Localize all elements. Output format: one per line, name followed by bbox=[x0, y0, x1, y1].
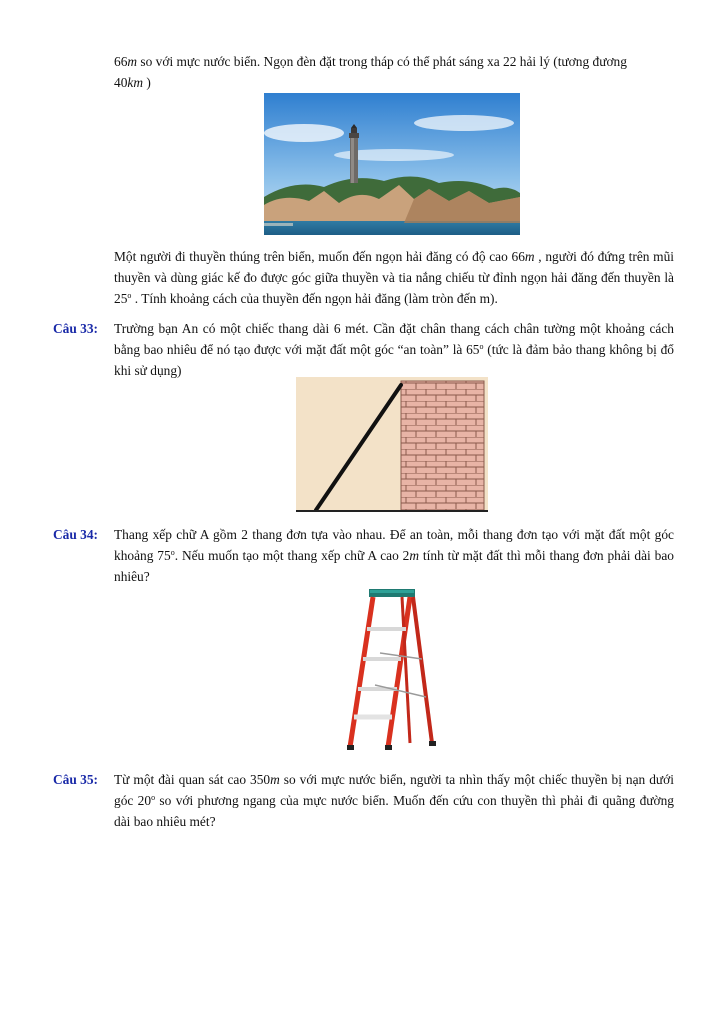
question-35-label: Câu 35: bbox=[53, 772, 99, 787]
lighthouse-question: Một người đi thuyền thúng trên biển, muốn đến ngọn hải đăng có độ cao 66m , người đó đứng trên mũi thuyền và dùng giác kế đo được góc giữa thuyền và tia nắng chiếu từ đỉnh ngọn hải đăng đến thuyền là 25$^o$ . Tính khoảng cách của thuyền đến ngọn hải đăng (làm tròn đến m). bbox=[114, 249, 674, 306]
intro-paragraph: 66m so với mực nước biển. Ngọn đèn đặt trong tháp có thể phát sáng xa 22 hải lý (tương đương 40km ) bbox=[114, 54, 627, 90]
ladder-wall-figure bbox=[296, 377, 488, 512]
question-33-label: Câu 33: bbox=[53, 321, 99, 336]
lighthouse-photo bbox=[264, 93, 520, 235]
question-35-text: Từ một đài quan sát cao 350m so với mực nước biển, người ta nhìn thấy một chiếc thuyền bị nạn dưới góc 20$^o$ so với phương ngang của mực nước biển. Muốn đến cứu con thuyền thì phải đi quãng đường dài bao nhiêu mét? bbox=[114, 772, 674, 829]
a-frame-ladder-figure bbox=[340, 587, 440, 755]
question-34-label: Câu 34: bbox=[53, 527, 99, 542]
question-33-text: Trường bạn An có một chiếc thang dài 6 mét. Cần đặt chân thang cách chân tường một khoảng cách bằng bao nhiêu để nó tạo được với mặt đất một góc “an toàn” là 65$^o$ (tức là đảm bảo thang không bị đổ khi sử dụng) bbox=[114, 321, 675, 378]
question-34-text: Thang xếp chữ A gồm 2 thang đơn tựa vào nhau. Để an toàn, mỗi thang đơn tạo với mặt đất một góc khoảng 75$^o$. Nếu muốn tạo một thang xếp chữ A cao 2m tính từ mặt đất thì mỗi thang đơn phải dài bao nhiêu? bbox=[114, 527, 674, 584]
